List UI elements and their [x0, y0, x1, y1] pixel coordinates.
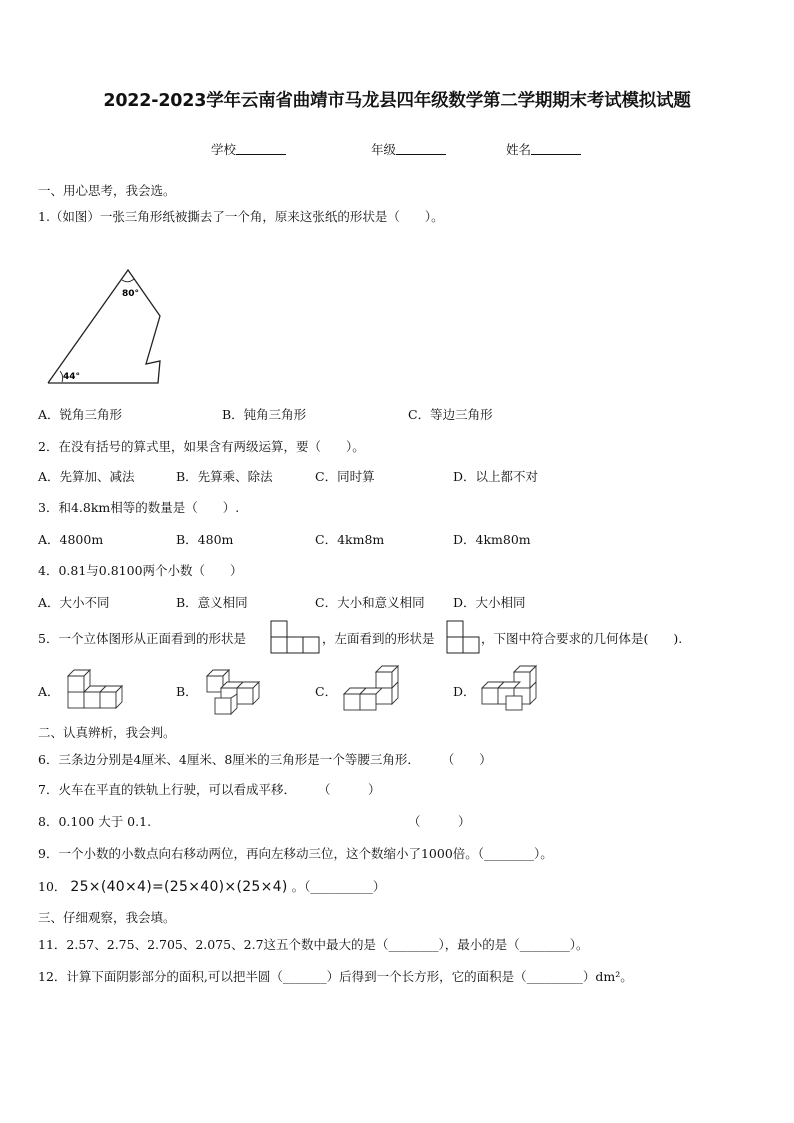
grade-blank[interactable] — [396, 142, 446, 155]
q7-answer-paren[interactable]: （ ） — [317, 782, 381, 797]
q1-option-c[interactable]: C．等边三角形 — [408, 407, 493, 422]
name-blank[interactable] — [531, 142, 581, 155]
q3-option-d[interactable]: D．4km80m — [453, 532, 531, 547]
q10-formula: 25×(40×4)=(25×40)×(25×4) — [70, 879, 288, 895]
q2-option-c[interactable]: C．同时算 — [315, 469, 375, 484]
q11-text: 11．2.57、2.75、2.705、2.075、2.7这五个数中最大的是（________），最小的是（________）。 — [38, 937, 589, 952]
q3-option-c[interactable]: C．4km8m — [315, 532, 385, 547]
q7-text — [38, 780, 380, 798]
q5-option-d[interactable]: D． — [453, 684, 476, 699]
left-view-figure — [446, 620, 482, 654]
school-label: 学校 — [211, 142, 237, 157]
school-blank[interactable] — [236, 142, 286, 155]
q5-option-a-cubes[interactable] — [66, 668, 132, 710]
q5-option-c-cubes[interactable] — [342, 664, 408, 714]
q3-option-a[interactable]: A．4800m — [38, 532, 104, 547]
q4-text: 4．0.81与0.8100两个小数（ ） — [38, 563, 243, 578]
q6-statement: 6．三条边分别是4厘米、4厘米、8厘米的三角形是一个等腰三角形． — [38, 752, 420, 767]
q4-option-c[interactable]: C．大小和意义相同 — [315, 595, 425, 610]
front-view-figure — [270, 620, 322, 654]
q3-option-b[interactable]: B．480m — [176, 532, 234, 547]
q5-option-a[interactable]: A． — [38, 684, 60, 699]
q5-option-b-cubes[interactable] — [203, 668, 269, 716]
q9-text: 9．一个小数的小数点向右移动两位，再向左移动三位，这个数缩小了1000倍。（________）。 — [38, 846, 553, 861]
name-field[interactable] — [506, 140, 581, 158]
q2-option-d[interactable]: D．以上都不对 — [453, 469, 539, 484]
q5-option-b[interactable]: B． — [176, 684, 198, 699]
q1-option-a[interactable]: A．锐角三角形 — [38, 407, 123, 422]
q6-text — [38, 750, 492, 768]
q2-option-b[interactable]: B．先算乘、除法 — [176, 469, 273, 484]
section3-heading: 三、仔细观察，我会填。 — [38, 910, 176, 925]
q10-line — [38, 877, 385, 895]
q2-text: 2．在没有括号的算式里，如果含有两级运算，要（ ）。 — [38, 439, 365, 454]
section1-heading: 一、用心思考，我会选。 — [38, 183, 176, 198]
q10-number: 10． — [38, 879, 67, 894]
q4-option-a[interactable]: A．大小不同 — [38, 595, 110, 610]
q3-text: 3．和4.8km相等的数量是（ ）. — [38, 500, 240, 515]
q6-answer-paren[interactable]: （ ） — [441, 752, 492, 767]
q2-option-a[interactable]: A．先算加、减法 — [38, 469, 135, 484]
section2-heading: 二、认真辨析，我会判。 — [38, 725, 176, 740]
torn-triangle-figure — [44, 266, 174, 386]
q8-answer-paren[interactable]: （ ） — [408, 814, 471, 829]
q5-text-b: ，左面看到的形状是 — [322, 631, 435, 646]
q5-text-c: ，下图中符合要求的几何体是( ). — [481, 631, 683, 646]
grade-label: 年级 — [371, 142, 397, 157]
name-label: 姓名 — [506, 142, 532, 157]
q4-option-d[interactable]: D．大小相同 — [453, 595, 526, 610]
angle-80-label: 80° — [122, 289, 140, 299]
q12-text: 12．计算下面阴影部分的面积,可以把半圆（_______）后得到一个长方形，它的面积是（_________）dm²。 — [38, 969, 633, 984]
q8-text — [38, 812, 151, 830]
school-field[interactable] — [211, 140, 286, 158]
angle-44-label: 44° — [63, 372, 81, 382]
q5-text-a: 5．一个立体图形从正面看到的形状是 — [38, 631, 246, 646]
q1-text: 1.（如图）一张三角形纸被撕去了一个角，原来这张纸的形状是（ ）。 — [38, 209, 444, 224]
q7-statement: 7．火车在平直的铁轨上行驶，可以看成平移． — [38, 782, 296, 797]
page-title: 2022-2023学年云南省曲靖市马龙县四年级数学第二学期期末考试模拟试题 — [103, 91, 691, 111]
q5-option-d-cubes[interactable] — [480, 664, 546, 714]
q10-answer[interactable]: 。（__________） — [291, 879, 386, 894]
q8-statement: 8．0.100 大于 0.1. — [38, 814, 152, 829]
q5-option-c[interactable]: C． — [315, 684, 338, 699]
grade-field[interactable] — [371, 140, 446, 158]
q1-option-b[interactable]: B．钝角三角形 — [222, 407, 307, 422]
q4-option-b[interactable]: B．意义相同 — [176, 595, 248, 610]
